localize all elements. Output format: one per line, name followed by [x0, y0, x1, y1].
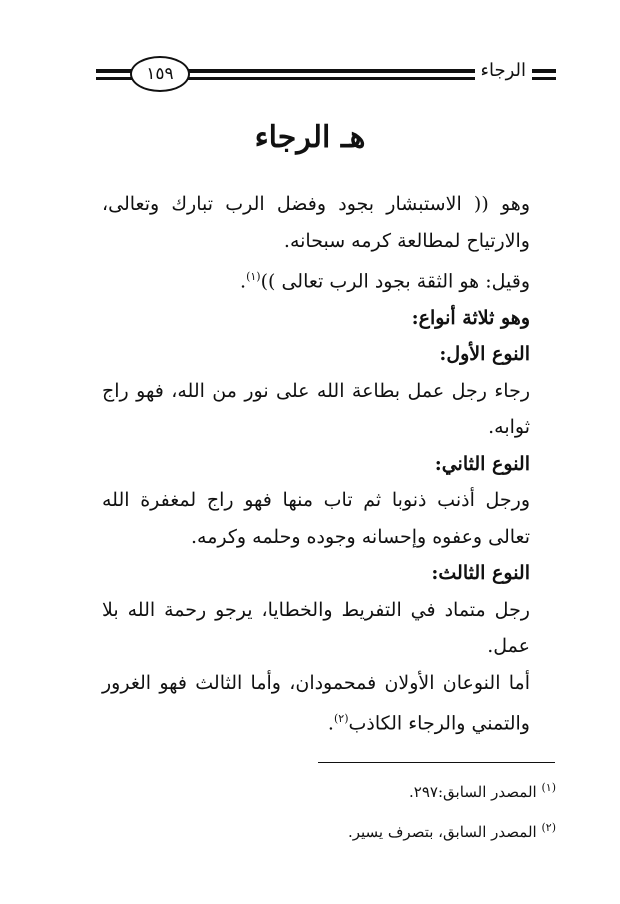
quote-text: وقيل: هو الثقة بجود الرب تعالى )) [260, 270, 530, 293]
paragraph-definition: وهو (( الاستبشار بجود وفضل الرب تبارك وتعالى، والارتياح لمطالعة كرمه سبحانه. [102, 193, 530, 252]
conclusion [102, 665, 556, 742]
footnote-separator [318, 762, 555, 763]
conclusion-text: أما النوعان الأولان فمحمودان، وأما الثالث فهو الغرور والتمني والرجاء الكاذب [102, 671, 530, 735]
footnote-2-text: المصدر السابق، بتصرف يسير. [347, 823, 537, 841]
type3-text: رجل متماد في التفريط والخطايا، يرجو رحمة الله بلا عمل. [102, 598, 530, 658]
page-number: ١٥٩ [130, 56, 190, 92]
page-title: هـ الرجاء [254, 120, 366, 155]
page-header [0, 0, 620, 110]
main-text [102, 186, 556, 742]
footnote-1-text: المصدر السابق:٢٩٧. [409, 783, 537, 801]
footnotes [102, 770, 556, 850]
footnote-1-marker: (١) [541, 781, 556, 794]
footnote-2-marker: (٢) [541, 821, 556, 834]
paragraph-quote [102, 259, 556, 300]
types-intro: وهو ثلاثة أنواع: [411, 306, 530, 329]
footnote-1 [102, 770, 556, 810]
type3-heading: النوع الثالث: [431, 562, 530, 585]
quote-end: . [240, 270, 247, 293]
footnote-2 [102, 810, 556, 850]
conclusion-end: . [327, 712, 334, 735]
footnote-ref-2: (٢) [333, 712, 349, 726]
running-title: الرجاء [475, 60, 533, 81]
type2-text: ورجل أذنب ذنوبا ثم تاب منها فهو راج لمغفرة الله تعالى وعفوه وإحسانه وجوده وحلمه وكرمه. [102, 489, 530, 548]
type2-heading: النوع الثاني: [434, 452, 530, 475]
type1-heading: النوع الأول: [439, 343, 530, 366]
footnote-ref-1: (١) [246, 270, 261, 283]
type1-text: رجاء رجل عمل بطاعة الله على نور من الله، فهو راج ثوابه. [102, 379, 530, 439]
